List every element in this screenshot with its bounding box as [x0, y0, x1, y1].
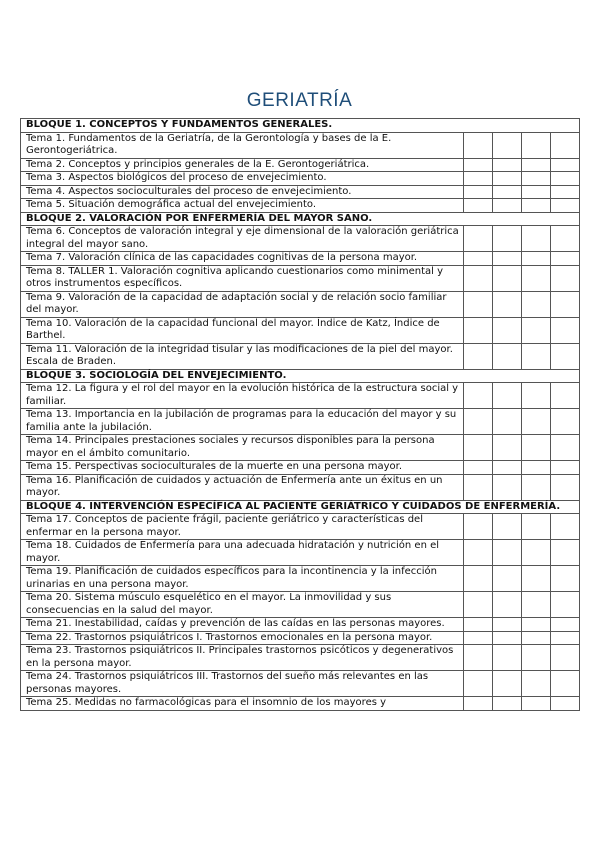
checkbox-cell [551, 514, 580, 540]
checkbox-cell [522, 226, 551, 252]
topic-row [21, 671, 580, 697]
topic-row [21, 645, 580, 671]
block-header-row [21, 212, 580, 226]
topic-title: Tema 11. Valoración de la integridad tisular y las modificaciones de la piel del mayor. Escala de Braden. [21, 343, 464, 369]
checkbox-cell [551, 185, 580, 199]
checkbox-cell [493, 317, 522, 343]
checkbox-cell [493, 566, 522, 592]
topic-row [21, 252, 580, 266]
checkbox-cell [493, 618, 522, 632]
checkbox-cell [493, 291, 522, 317]
checkbox-cell [493, 540, 522, 566]
checkbox-cell [522, 185, 551, 199]
topic-title: Tema 19. Planificación de cuidados específicos para la incontinencia y la infección urinarias en una persona mayor. [21, 566, 464, 592]
checkbox-cell [493, 343, 522, 369]
checkbox-cell [551, 265, 580, 291]
topic-row [21, 158, 580, 172]
topic-row [21, 172, 580, 186]
topic-title: Tema 1. Fundamentos de la Geriatría, de la Gerontología y bases de la E. Gerontogeriátrica. [21, 132, 464, 158]
checkbox-cell [464, 291, 493, 317]
topic-row [21, 618, 580, 632]
topic-row [21, 631, 580, 645]
checkbox-cell [493, 265, 522, 291]
block-title: BLOQUE 1. CONCEPTOS Y FUNDAMENTOS GENERALES. [21, 119, 580, 133]
checkbox-cell [464, 226, 493, 252]
topic-title: Tema 13. Importancia en la jubilación de programas para la educación del mayor y su familia ante la jubilación. [21, 409, 464, 435]
checkbox-cell [551, 317, 580, 343]
topic-row [21, 199, 580, 213]
checkbox-cell [464, 199, 493, 213]
topic-row [21, 592, 580, 618]
checkbox-cell [551, 132, 580, 158]
topic-title: Tema 23. Trastornos psiquiátricos II. Principales trastornos psicóticos y degenerativos en la persona mayor. [21, 645, 464, 671]
topic-title: Tema 7. Valoración clínica de las capacidades cognitivas de la persona mayor. [21, 252, 464, 266]
topic-row [21, 566, 580, 592]
checkbox-cell [522, 383, 551, 409]
syllabus-body [21, 119, 580, 711]
checkbox-cell [493, 199, 522, 213]
topic-row [21, 317, 580, 343]
checkbox-cell [493, 697, 522, 711]
checkbox-cell [522, 291, 551, 317]
topic-title: Tema 12. La figura y el rol del mayor en la evolución histórica de la estructura social y familiar. [21, 383, 464, 409]
checkbox-cell [551, 461, 580, 475]
checkbox-cell [522, 199, 551, 213]
checkbox-cell [551, 226, 580, 252]
checkbox-cell [522, 265, 551, 291]
topic-row [21, 514, 580, 540]
topic-title: Tema 18. Cuidados de Enfermería para una adecuada hidratación y nutrición en el mayor. [21, 540, 464, 566]
syllabus-table [20, 118, 580, 711]
checkbox-cell [493, 252, 522, 266]
checkbox-cell [551, 291, 580, 317]
topic-row [21, 409, 580, 435]
checkbox-cell [522, 671, 551, 697]
checkbox-cell [493, 132, 522, 158]
checkbox-cell [493, 226, 522, 252]
checkbox-cell [464, 474, 493, 500]
checkbox-cell [493, 474, 522, 500]
checkbox-cell [522, 158, 551, 172]
topic-row [21, 226, 580, 252]
checkbox-cell [464, 671, 493, 697]
checkbox-cell [493, 645, 522, 671]
checkbox-cell [551, 172, 580, 186]
checkbox-cell [551, 540, 580, 566]
checkbox-cell [522, 435, 551, 461]
checkbox-cell [551, 474, 580, 500]
checkbox-cell [551, 383, 580, 409]
checkbox-cell [522, 592, 551, 618]
topic-row [21, 343, 580, 369]
checkbox-cell [493, 461, 522, 475]
checkbox-cell [522, 409, 551, 435]
checkbox-cell [493, 409, 522, 435]
topic-row [21, 265, 580, 291]
topic-row [21, 291, 580, 317]
checkbox-cell [464, 409, 493, 435]
checkbox-cell [522, 474, 551, 500]
checkbox-cell [522, 697, 551, 711]
checkbox-cell [551, 631, 580, 645]
checkbox-cell [464, 631, 493, 645]
block-header-row [21, 500, 580, 514]
checkbox-cell [464, 383, 493, 409]
checkbox-cell [464, 172, 493, 186]
checkbox-cell [493, 158, 522, 172]
topic-title: Tema 14. Principales prestaciones sociales y recursos disponibles para la persona mayor en el ámbito comunitario. [21, 435, 464, 461]
topic-title: Tema 4. Aspectos socioculturales del proceso de envejecimiento. [21, 185, 464, 199]
checkbox-cell [464, 618, 493, 632]
topic-title: Tema 25. Medidas no farmacológicas para el insomnio de los mayores y [21, 697, 464, 711]
checkbox-cell [464, 343, 493, 369]
topic-row [21, 383, 580, 409]
checkbox-cell [522, 317, 551, 343]
checkbox-cell [522, 566, 551, 592]
block-title: BLOQUE 4. INTERVENCIÓN ESPECÍFICA AL PACIENTE GERIÁTRICO Y CUIDADOS DE ENFERMERÍA. [21, 500, 580, 514]
block-title: BLOQUE 2. VALORACIÓN POR ENFERMERÍA DEL MAYOR SANO. [21, 212, 580, 226]
topic-row [21, 697, 580, 711]
checkbox-cell [551, 671, 580, 697]
checkbox-cell [551, 409, 580, 435]
topic-title: Tema 20. Sistema músculo esquelético en el mayor. La inmovilidad y sus consecuencias en la salud del mayor. [21, 592, 464, 618]
topic-title: Tema 8. TALLER 1. Valoración cognitiva aplicando cuestionarios como minimental y otros instrumentos específicos. [21, 265, 464, 291]
checkbox-cell [522, 343, 551, 369]
topic-row [21, 185, 580, 199]
topic-title: Tema 6. Conceptos de valoración integral y eje dimensional de la valoración geriátrica integral del mayor sano. [21, 226, 464, 252]
checkbox-cell [464, 645, 493, 671]
checkbox-cell [551, 645, 580, 671]
checkbox-cell [493, 435, 522, 461]
checkbox-cell [464, 265, 493, 291]
checkbox-cell [464, 252, 493, 266]
checkbox-cell [464, 435, 493, 461]
checkbox-cell [493, 172, 522, 186]
checkbox-cell [522, 172, 551, 186]
checkbox-cell [522, 631, 551, 645]
checkbox-cell [551, 252, 580, 266]
checkbox-cell [522, 514, 551, 540]
topic-title: Tema 5. Situación demográfica actual del envejecimiento. [21, 199, 464, 213]
checkbox-cell [493, 514, 522, 540]
block-header-row [21, 119, 580, 133]
topic-row [21, 540, 580, 566]
checkbox-cell [551, 435, 580, 461]
checkbox-cell [522, 645, 551, 671]
checkbox-cell [464, 461, 493, 475]
topic-row [21, 435, 580, 461]
checkbox-cell [464, 514, 493, 540]
checkbox-cell [551, 592, 580, 618]
topic-row [21, 461, 580, 475]
checkbox-cell [464, 317, 493, 343]
checkbox-cell [464, 132, 493, 158]
topic-title: Tema 3. Aspectos biológicos del proceso de envejecimiento. [21, 172, 464, 186]
topic-title: Tema 2. Conceptos y principios generales de la E. Gerontogeriátrica. [21, 158, 464, 172]
checkbox-cell [551, 697, 580, 711]
topic-title: Tema 9. Valoración de la capacidad de adaptación social y de relación socio familiar del mayor. [21, 291, 464, 317]
checkbox-cell [464, 566, 493, 592]
checkbox-cell [464, 540, 493, 566]
checkbox-cell [493, 383, 522, 409]
checkbox-cell [551, 343, 580, 369]
checkbox-cell [551, 566, 580, 592]
checkbox-cell [522, 461, 551, 475]
checkbox-cell [522, 132, 551, 158]
topic-row [21, 132, 580, 158]
checkbox-cell [493, 185, 522, 199]
checkbox-cell [522, 618, 551, 632]
topic-title: Tema 17. Conceptos de paciente frágil, paciente geriátrico y características del enfermar en la persona mayor. [21, 514, 464, 540]
block-header-row [21, 369, 580, 383]
topic-title: Tema 21. Inestabilidad, caídas y prevención de las caídas en las personas mayores. [21, 618, 464, 632]
topic-row [21, 474, 580, 500]
block-title: BLOQUE 3. SOCIOLOGÍA DEL ENVEJECIMIENTO. [21, 369, 580, 383]
checkbox-cell [551, 158, 580, 172]
topic-title: Tema 22. Trastornos psiquiátricos I. Trastornos emocionales en la persona mayor. [21, 631, 464, 645]
checkbox-cell [493, 671, 522, 697]
checkbox-cell [522, 252, 551, 266]
checkbox-cell [464, 158, 493, 172]
topic-title: Tema 16. Planificación de cuidados y actuación de Enfermería ante un éxitus en un mayor. [21, 474, 464, 500]
checkbox-cell [493, 592, 522, 618]
checkbox-cell [493, 631, 522, 645]
checkbox-cell [464, 592, 493, 618]
page-title: GERIATRÍA [246, 90, 353, 111]
checkbox-cell [464, 185, 493, 199]
topic-title: Tema 24. Trastornos psiquiátricos III. Trastornos del sueño más relevantes en las personas mayores. [21, 671, 464, 697]
checkbox-cell [522, 540, 551, 566]
checkbox-cell [551, 618, 580, 632]
topic-title: Tema 10. Valoración de la capacidad funcional del mayor. Índice de Katz, Índice de Barthel. [21, 317, 464, 343]
topic-title: Tema 15. Perspectivas socioculturales de la muerte en una persona mayor. [21, 461, 464, 475]
checkbox-cell [464, 697, 493, 711]
checkbox-cell [551, 199, 580, 213]
